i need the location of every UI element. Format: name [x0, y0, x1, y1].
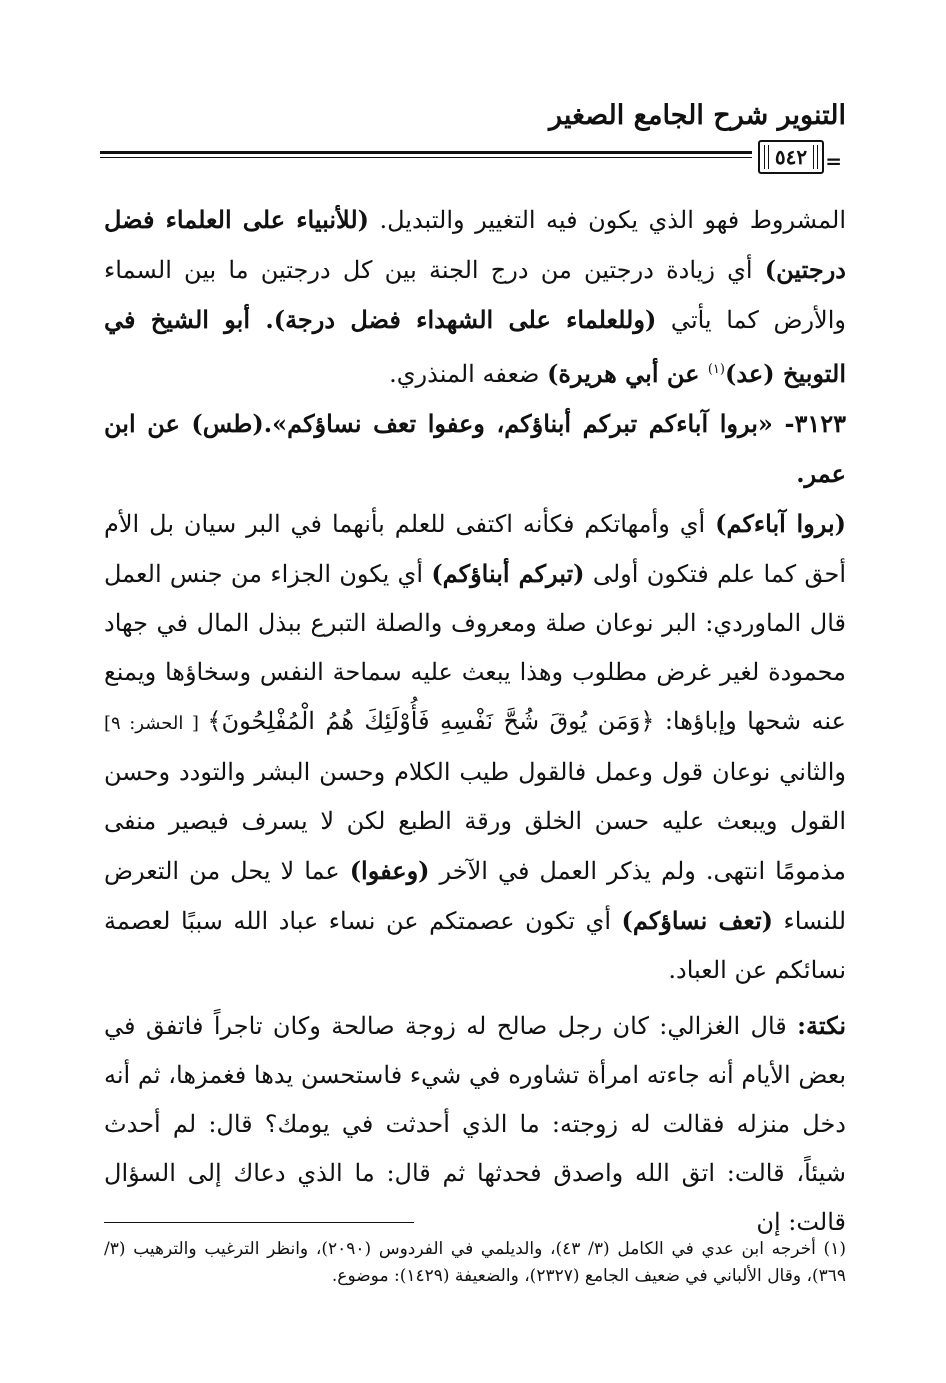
text-run: أي يكون الجزاء من جنس العمل قال الماوردي: البر نوعان صلة ومعروف والصلة التبرع ببذل المال في جهاد محمودة لغير غرض مطلوب وهذا يبعث عليه سماحة النفس وسخاؤها ويمنع عنه شحها وإباؤها: [104, 560, 846, 735]
verse-reference: [ الحشر: ٩] [104, 713, 208, 734]
running-header-title: التنوير شرح الجامع الصغير [549, 100, 846, 131]
text-run: أي تكون عصمتكم عن نساء عباد الله سببًا لعصمة نسائكم عن العباد. [104, 907, 846, 984]
bold-phrase: (تعف نساؤكم) [621, 906, 773, 935]
text-run: المشروط فهو الذي يكون فيه التغيير والتبديل. [369, 206, 846, 234]
bold-phrase: (تبركم أبناؤكم) [431, 559, 585, 588]
quran-verse: ﴿وَمَن يُوقَ شُحَّ نَفْسِهِ فَأُوْلَئِكَ هُمُ الْمُفْلِحُونَ﴾ [207, 707, 655, 735]
bold-phrase: (وللعلماء على الشهداء فضل درجة). أبو الشيخ في التوبيخ (عد) [104, 305, 846, 388]
paragraph-4 [104, 1001, 846, 1247]
footnote-1: (١) أخرجه ابن عدي في الكامل (٣/ ٤٣)، والديلمي في الفردوس (٢٠٩٠)، وانظر الترغيب والترهيب (٣/ ٣٦٩)، وقال الألباني في ضعيف الجامع (٢٣٢٧)، والضعيفة (١٤٢٩): موضوع. [104, 1239, 846, 1286]
text-run: والثاني نوعان قول وعمل فالقول طيب الكلام وحسن البشر والتودد وحسن القول ويبعث عليه حسن الخلق ورقة الطبع لكن لا يسرف فيصير منفى مذمومًا انتهى. ولم يذكر العمل في الآخر [104, 758, 846, 885]
bold-phrase: (وعفوا) [349, 856, 430, 885]
bold-phrase: (للأنبياء على العلماء فضل درجتين) [104, 205, 846, 284]
bold-phrase: (بروا آباءكم) [715, 509, 846, 538]
text-run: ضعفه المنذري. [389, 360, 548, 388]
text-run: أي زيادة درجتين من درج الجنة بين كل درجتين ما بين السماء والأرض كما يأتي [104, 256, 846, 334]
page-number: ٥٤٢ [758, 140, 824, 174]
bold-phrase: نكتة: [797, 1011, 846, 1040]
text-run: أي وأمهاتكم فكأنه اكتفى للعلم بأنهما في البر سيان بل الأم أحق كما علم فتكون أولى [104, 510, 846, 588]
rule-end-mark: = [825, 149, 842, 173]
header-rule [100, 140, 842, 176]
text-run: قال الغزالي: كان رجل صالح له زوجة صالحة وكان تاجراً فاتفق في بعض الأيام أنه جاءته امرأة تشاوره في شيء فاستحسن يدها فغمزها، ثم أنه دخل منزله فقالت له زوجته: ما الذي أحدثت في يومك؟ قال: لم أحدث شيئاً، قالت: اتق الله واصدق فحدثها ثم قال: ما الذي دعاك إلى السؤال قالت: إن [104, 1012, 846, 1236]
main-text [104, 195, 846, 1247]
hadith-3123 [104, 399, 846, 499]
footnote-ref: (١) [707, 362, 725, 377]
paragraph-1 [104, 195, 846, 399]
hadith-text: ٣١٢٣- «بروا آباءكم تبركم أبناؤكم، وعفوا تعف نساؤكم».(طس) عن ابن عمر. [104, 409, 846, 488]
double-rule-line [100, 151, 752, 158]
footnote-rule [104, 1222, 414, 1223]
text-run: عما لا يحل من التعرض للنساء [104, 857, 847, 935]
bold-phrase: عن أبي هريرة) [547, 359, 708, 388]
paragraph-3 [104, 499, 846, 995]
